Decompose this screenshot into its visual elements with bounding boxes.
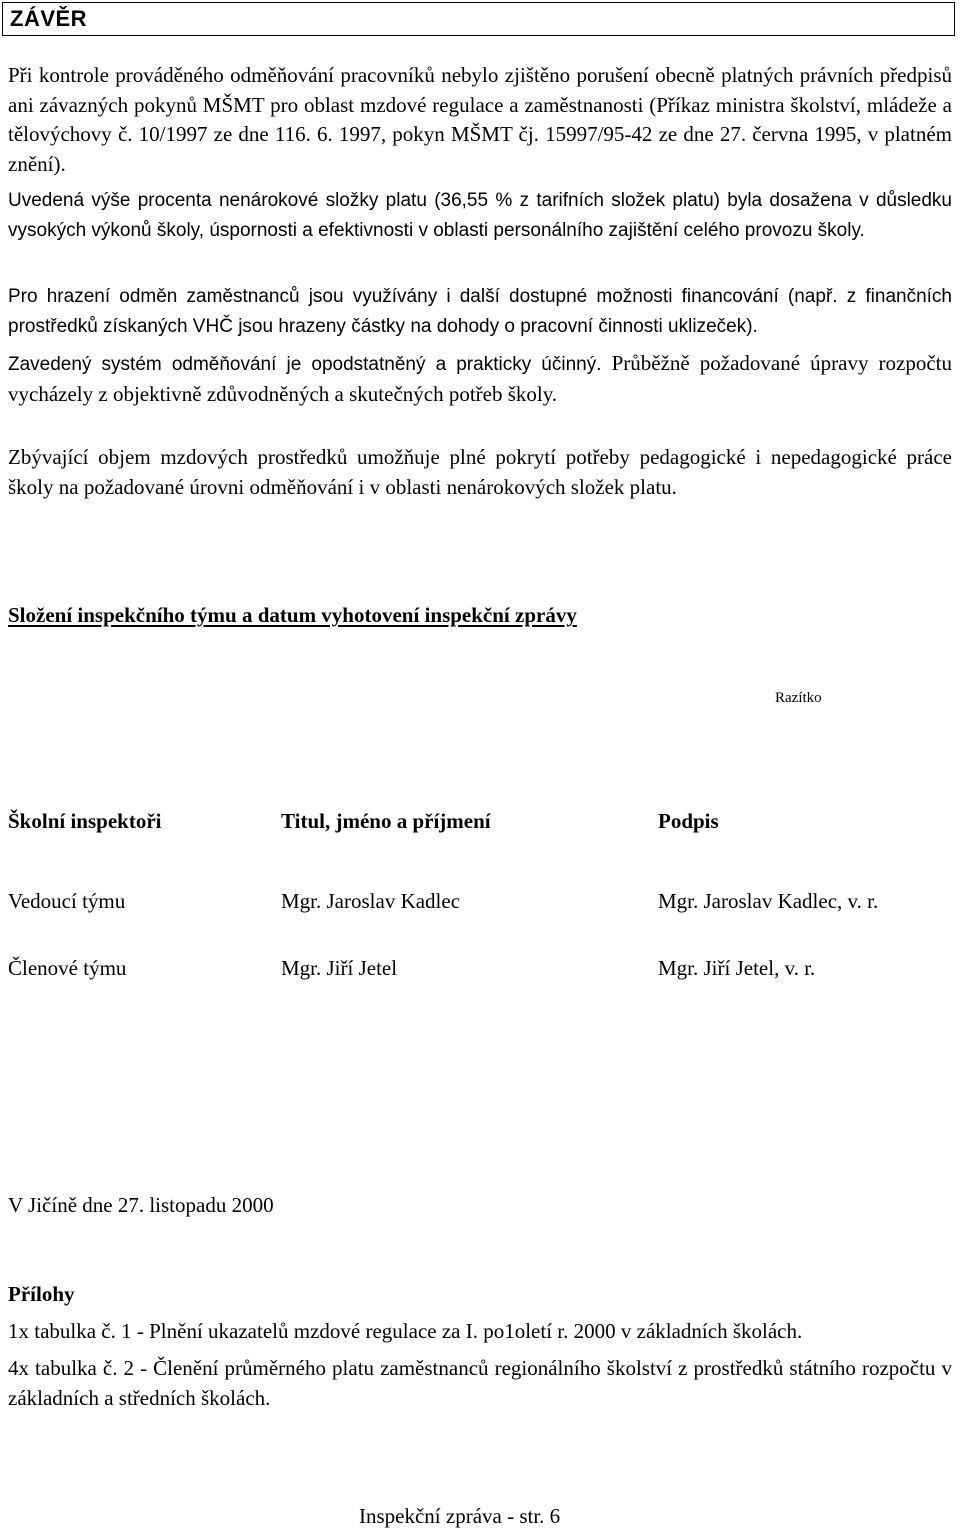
date-line: V Jičíně dne 27. listopadu 2000	[8, 1193, 274, 1217]
team-row-signature: Mgr. Jaroslav Kadlec, v. r.	[658, 889, 879, 913]
team-row-role: Členové týmu	[8, 956, 127, 980]
conclusion-heading: ZÁVĚR	[10, 6, 88, 31]
paragraph-inspection-result: Při kontrole prováděného odměňování pracovníků nebylo zjištěno porušení obecně platných právních předpisů ani závazných pokynů MŠMT pro oblast mzdové regulace a zaměstnanosti (Příkaz ministra školství, mládeže a tělovýchovy č. 10/1997 ze dne 116. 6. 1997, pokyn MŠMT čj. 15997/95-42 ze dne 27. června 1995, v platném znění).	[8, 63, 952, 176]
attachment-item: 1x tabulka č. 1 - Plnění ukazatelů mzdové regulace za I. po1oletí r. 2000 v základních školách.	[8, 1319, 803, 1343]
conclusion-heading-box	[2, 2, 955, 36]
team-row-role: Vedoucí týmu	[8, 889, 126, 913]
page-footer: Inspekční zpráva - str. 6	[359, 1504, 561, 1528]
team-section-title: Složení inspekčního týmu a datum vyhotovení inspekční zprávy	[8, 603, 577, 627]
paragraph-reward-system	[8, 349, 952, 409]
paragraph-reward-system-part2: Průběžně požadované úpravy rozpočtu vycházely z objektivně zdůvodněných a skutečných potřeb školy.	[8, 351, 953, 406]
team-row-name: Mgr. Jiří Jetel	[281, 956, 398, 980]
attachment-item: 4x tabulka č. 2 - Členění průměrného platu zaměstnanců regionálního školství z prostředků státního rozpočtu v základních a středních školách.	[8, 1356, 952, 1410]
header-signature: Podpis	[658, 809, 719, 833]
attachments-title: Přílohy	[8, 1282, 75, 1306]
paragraph-remaining-funds: Zbývající objem mzdových prostředků umožňuje plné pokrytí potřeby pedagogické i nepedagogické práce školy na požadované úrovni odměňování i v oblasti nenárokových složek platu.	[8, 445, 952, 499]
paragraph-reward-system-part1: Zavedený systém odměňování je opodstatněný a prakticky účinný.	[8, 354, 602, 375]
stamp-label: Razítko	[775, 690, 822, 706]
paragraph-bonus-percentage: Uvedená výše procenta nenárokové složky platu (36,55 % z tarifních složek platu) byla dosažena v důsledku vysokých výkonů školy, úspornosti a efektivnosti v oblasti personálního zajištění celého provozu školy.	[8, 190, 952, 241]
paragraph-reward-funding: Pro hrazení odměn zaměstnanců jsou využívány i další dostupné možnosti financování (např. z finančních prostředků získaných VHČ jsou hrazeny částky na dohody o pracovní činnosti uklizeček).	[8, 286, 952, 337]
team-row-signature: Mgr. Jiří Jetel, v. r.	[658, 956, 816, 980]
header-role: Školní inspektoři	[8, 809, 162, 833]
team-row-name: Mgr. Jaroslav Kadlec	[281, 889, 461, 913]
header-name: Titul, jméno a příjmení	[281, 809, 491, 833]
